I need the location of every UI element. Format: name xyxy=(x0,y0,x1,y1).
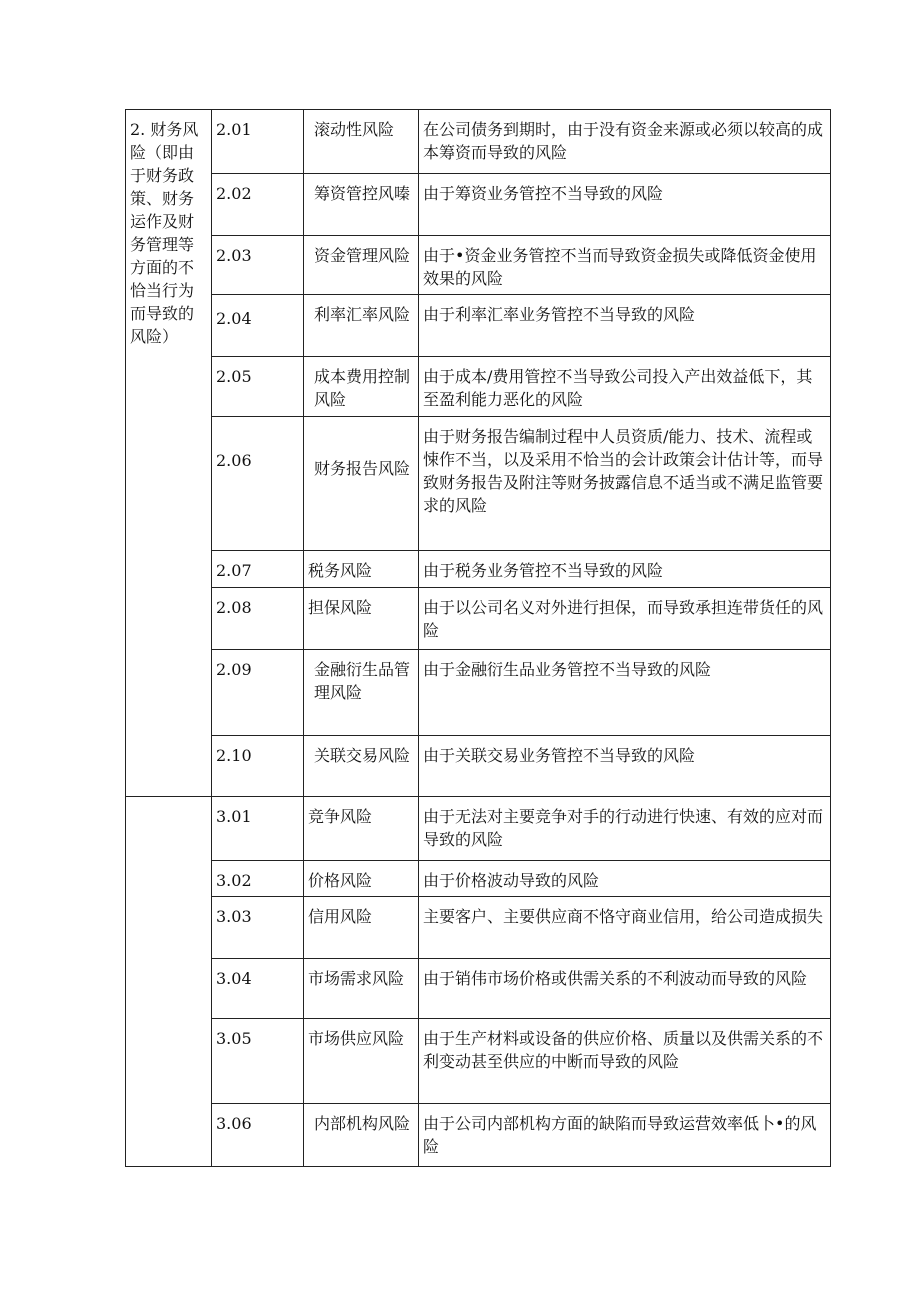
table-row xyxy=(126,588,831,650)
risk-code: 3.04 xyxy=(212,959,304,1019)
risk-name: 关联交易风险 xyxy=(304,736,419,797)
risk-name: 市场供应风险 xyxy=(304,1019,419,1104)
risk-description: 由于关联交易业务管控不当导致的风险 xyxy=(419,736,831,797)
table-row xyxy=(126,295,831,357)
table-row xyxy=(126,650,831,736)
table-row xyxy=(126,236,831,295)
risk-name: 利率汇率风险 xyxy=(304,295,419,357)
risk-code: 2.07 xyxy=(212,551,304,588)
table-row xyxy=(126,174,831,236)
table-row xyxy=(126,797,831,861)
table-row xyxy=(126,551,831,588)
risk-code: 2.09 xyxy=(212,650,304,736)
table-row xyxy=(126,110,831,174)
risk-code: 2.03 xyxy=(212,236,304,295)
risk-description: 主要客户、主要供应商不恪守商业信用，给公司造成损失 xyxy=(419,897,831,959)
risk-table xyxy=(125,109,831,1167)
table-row xyxy=(126,736,831,797)
risk-code: 3.05 xyxy=(212,1019,304,1104)
table-row xyxy=(126,417,831,551)
table-row xyxy=(126,1019,831,1104)
table-row xyxy=(126,897,831,959)
risk-name: 内部机构风险 xyxy=(304,1104,419,1167)
risk-description: 由于利率汇率业务管控不当导致的风险 xyxy=(419,295,831,357)
risk-code: 2.05 xyxy=(212,357,304,417)
risk-description: 由于以公司名义对外进行担保，而导致承担连带货任的风险 xyxy=(419,588,831,650)
risk-name: 成本费用控制风险 xyxy=(304,357,419,417)
risk-description: 由于金融衍生品业务管控不当导致的风险 xyxy=(419,650,831,736)
risk-code: 2.02 xyxy=(212,174,304,236)
risk-description: 由于公司内部机构方面的缺陷而导致运营效率低卜•的风险 xyxy=(419,1104,831,1167)
table-row xyxy=(126,1104,831,1167)
risk-code: 2.08 xyxy=(212,588,304,650)
risk-description: 由于筹资业务管控不当导致的风险 xyxy=(419,174,831,236)
risk-code: 2.10 xyxy=(212,736,304,797)
table-row xyxy=(126,861,831,897)
risk-name: 竞争风险 xyxy=(304,797,419,861)
risk-name: 滚动性风险 xyxy=(304,110,419,174)
risk-code: 3.01 xyxy=(212,797,304,861)
risk-description: 在公司债务到期时，由于没有资金来源或必须以较高的成本筹资而导致的风险 xyxy=(419,110,831,174)
risk-description: 由于生产材料或设备的供应价格、质量以及供需关系的不利变动甚至供应的中断而导致的风险 xyxy=(419,1019,831,1104)
risk-description: 由于•资金业务管控不当而导致资金损失或降低资金使用效果的风险 xyxy=(419,236,831,295)
risk-code: 3.03 xyxy=(212,897,304,959)
category-label xyxy=(126,797,212,1167)
risk-name: 市场需求风险 xyxy=(304,959,419,1019)
risk-description: 由于价格波动导致的风险 xyxy=(419,861,831,897)
risk-name: 资金管理风险 xyxy=(304,236,419,295)
risk-name: 金融衍生品管理风险 xyxy=(304,650,419,736)
risk-name: 筹资管控风嗪 xyxy=(304,174,419,236)
risk-code: 2.04 xyxy=(212,295,304,357)
risk-description: 由于税务业务管控不当导致的风险 xyxy=(419,551,831,588)
risk-name: 担保风险 xyxy=(304,588,419,650)
risk-description: 由于销伟市场价格或供需关系的不利波动而导致的风险 xyxy=(419,959,831,1019)
risk-description: 由于无法对主要竞争对手的行动进行快速、有效的应对而导致的风险 xyxy=(419,797,831,861)
table-row xyxy=(126,959,831,1019)
category-label: 2. 财务风险（即由于财务政策、财务运作及财务管理等方面的不恰当行为而导致的风险） xyxy=(126,110,212,797)
risk-code: 3.02 xyxy=(212,861,304,897)
risk-description: 由于财务报告编制过程中人员资质/能力、技术、流程或悚作不当，以及采用不恰当的会计政策会计估计等，而导致财务报告及附注等财务披露信息不适当或不满足监管要求的风险 xyxy=(419,417,831,551)
risk-name: 税务风险 xyxy=(304,551,419,588)
risk-name: 价格风险 xyxy=(304,861,419,897)
risk-code: 2.06 xyxy=(212,417,304,551)
table-row xyxy=(126,357,831,417)
risk-code: 2.01 xyxy=(212,110,304,174)
risk-name: 财务报告风险 xyxy=(304,417,419,551)
risk-name: 信用风险 xyxy=(304,897,419,959)
risk-code: 3.06 xyxy=(212,1104,304,1167)
risk-description: 由于成本/费用管控不当导致公司投入产出效益低下，其至盈利能力恶化的风险 xyxy=(419,357,831,417)
